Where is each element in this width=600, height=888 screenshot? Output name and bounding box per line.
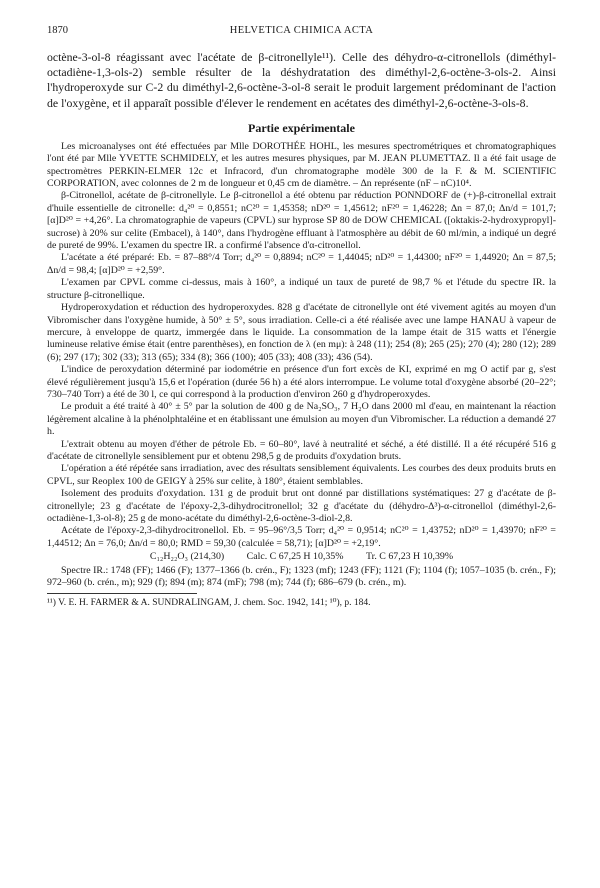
journal-title: HELVETICA CHIMICA ACTA [229,25,374,36]
paragraph-reduction: Le produit a été traité à 40° ± 5° par la solution de 400 g de Na₂SO₃, 7 H₂O dans 2000 ml d'eau, en maintenant la réaction légèrement alcaline à la phénolphtaléine et en établissant une émulsion au moyen d'un Vibromischer. La réduction a demandé 27 h. [47,401,556,438]
molecular-formula: C₁₂H₂₂O₃ (214,30) [149,551,225,563]
footnote-11: ¹¹) V. E. H. FARMER & A. SUNDRALINGAM, J. chem. Soc. 1942, 141; ¹⁰), p. 184. [47,598,371,609]
paragraph-hydroperoxydation: Hydroperoxydation et réduction des hydroperoxydes. 828 g d'acétate de citronellyle ont été vivement agités au moyen d'un Vibromischer dans l'oxygène humide, à 50° ± 5°, sous irradiation. Celle-ci a été réalisée avec une lampe HANAU à vapeur de mercure, à enveloppe de quartz, immergée dans le liquide. La consommation de la lampe était de 315 watts et l'énergie lumineuse relative émise était (entre parenthèses), en fonction de λ (en mμ): à 248 (11); 254 (8); 265 (25); 270 (4); 280 (12); 289 (6); 297 (17); 302 (33); 313 (65); 334 (8); 366 (100); 405 (33); 408 (33); 436 (54). [47,302,556,363]
paragraph-acknowledgements: Les microanalyses ont été effectuées par Mlle DOROTHÉE HOHL, les mesures spectrométriques et chromatographiques l'ont été par Mlle YVETTE SCHMIDELY, et les autres mesures physiques, par M. JEAN PLUMETTAZ. Il a été fait usage de spectromètres PERKIN-ELMER 12c et Infracord, d'un chromatographe modèle 300 de la F. & M. SCIENTIFIC CORPORATION, avec colonnes de 2 m de longueur et 0,45 cm de diamètre. – Δn représente (nF – nC)10⁴. [47,140,556,190]
intro-paragraph: octène-3-ol-8 réagissant avec l'acétate de β-citronellyle¹¹). Celle des déhydro-α-citronellols (diméthyl-octadiène-1,3-ols-2) semble résulter de la déshydratation des diméthyl-2,6-octène-3-ols-2. Ainsi l'hydroperoxyde sur C-2 du diméthyl-2,6-octène-3-ol-8 serait le produit largement prédominant de l'action de l'oxygène, et il apparaît possible d'élever le rendement en acétates des diméthyl-2,6-octène-3-ols-8. [47,50,556,110]
footnote-divider [47,593,197,594]
paragraph-peroxide-index: L'indice de peroxydation déterminé par iodométrie en présence d'un fort excès de KI, exprimé en mg O actif par g, s'est élevé régulièrement jusqu'à 15,6 et l'opération (durée 56 h) a été alors interrompue. Le volume total d'oxygène absorbé (20–22°; 730–740 Torr) a été de 30 l, ce qui correspond à la production d'environ 260 g d'hydroperoxydes. [47,364,556,400]
ir-spectrum: Spectre IR.: 1748 (FF); 1466 (F); 1377–1366 (b. crén., F); 1323 (mf); 1243 (FF); 1121 (F); 1104 (f); 1057–1035 (b. crén., F); 972–960 (b. crén., m); 929 (f); 894 (m); 874 (mF); 798 (m); 744 (f); 686–679 (b. crén., m). [47,564,556,589]
section-title: Partie expérimentale [248,120,355,135]
found-values: Tr. C 67,23 H 10,39% [365,551,454,563]
footnotes [47,597,556,609]
paragraph-cpvl: L'examen par CPVL comme ci-dessus, mais à 160°, a indiqué un taux de pureté de 98,7 % et l'étude du spectre IR. la structure β-citronellique. [47,277,556,301]
intro-text [47,50,556,111]
paragraph-extraction: L'extrait obtenu au moyen d'éther de pétrole Eb. = 60–80°, lavé à neutralité et séché, a été distillé. Il a été récupéré 516 g d'acétate de citronellyle sensiblement pur et obtenu 298,5 g de produits d'oxydation bruts. [47,438,556,462]
page-number: 1870 [47,25,68,36]
paragraph-isolation: Isolement des produits d'oxydation. 131 g de produit brut ont donné par distillations systématiques: 27 g d'acétate de β-citronellyle; 23 g d'acétate de l'époxy-2,3-dihydrocitronellol; 32 g d'acétate du (déhydro-Δ³)-α-citronellol (diméthyl-2,6-octadiène-1,3-ol-8); 25 g de mono-acétate du diméthyl-2,6-octène-3-diol-2,8. [47,488,556,524]
calculated-values: Calc. C 67,25 H 10,35% [246,551,344,563]
paragraph-epoxy-acetate: Acétate de l'époxy-2,3-dihydrocitronellol. Eb. = 95–96°/3,5 Torr; d₄²⁰ = 0,9514; nC²⁰ = 1,43752; nD²⁰ = 1,43970; nF²⁰ = 1,44512; Δn = 76,0; Δn/d = 80,0; RMD = 59,30 (calculée = 58,71); [α]D²⁰ = +2,19°. [47,525,556,549]
elemental-analysis [47,551,556,563]
paragraph-acetate: L'acétate a été préparé: Eb. = 87–88°/4 Torr; d₄²⁰ = 0,8894; nC²⁰ = 1,44045; nD²⁰ = 1,44300; nF²⁰ = 1,44920; Δn = 87,5; Δn/d = 98,4; [α]D²⁰ = +2,59°. [47,252,556,276]
paragraph-repetition: L'opération a été répétée sans irradiation, avec des résultats sensiblement équivalents. Les courbes des deux produits bruts en CPVL, sur Reoplex 100 de GEIGY à 25% sur celite, à 180°, étaient semblables. [47,463,556,487]
page-header [47,24,556,38]
experimental-body [47,141,556,590]
paragraph-citronellol: β-Citronellol, acétate de β-citronellyle. Le β-citronellol a été obtenu par réduction PONNDORF de (+)-β-citronellal extrait d'huile essentielle de citronelle: d₄²⁰ = 0,8551; nC²⁰ = 1,45358; nD²⁰ = 1,45612; nF²⁰ = 1,46228; Δn = 87,0; Δn/d = 101,7; [α]D²⁰ = +4,26°. La chromatographie de vapeurs (CPVL) sur hyprose SP 80 de DOW CHEMICAL ([oktakis-2-hydroxypropyl]-sucrose) à 20% sur celite (Embacel), à 140°, dans l'hydrogène effluant à l'atmosphère au débit de 60 ml/min, a indiqué un degré de pureté de 99%. L'examen du spectre IR. a confirmé l'absence d'α-citronellol. [47,190,556,252]
